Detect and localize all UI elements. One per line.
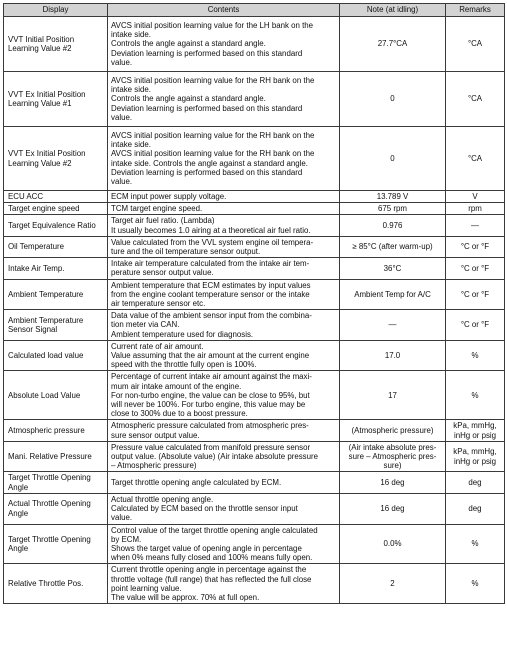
- table-row: [4, 236, 505, 257]
- contents-line: Control value of the target throttle opening angle calculated: [111, 525, 318, 535]
- remarks-line: deg: [468, 478, 482, 488]
- contents-line: Value assuming that the air amount at the current engine: [111, 351, 310, 361]
- display-line: Actual Throttle Opening: [8, 499, 91, 509]
- contents-cell: [108, 493, 340, 524]
- contents-line: Value calculated from the VVL system engine oil tempera-: [111, 237, 314, 247]
- remarks-line: %: [471, 390, 479, 400]
- note-line: sure): [383, 461, 402, 471]
- note-cell: [340, 472, 446, 493]
- note-line: 2: [390, 579, 395, 589]
- contents-line: ECM input power supply voltage.: [111, 192, 227, 201]
- remarks-cell: [446, 310, 505, 341]
- remarks-cell: [446, 564, 505, 604]
- display-line: VVT Initial Position: [8, 34, 75, 44]
- contents-cell: [108, 236, 340, 257]
- display-line: Mani. Relative Pressure: [8, 452, 92, 462]
- table-row: [4, 127, 505, 191]
- note-line: 0.0%: [383, 539, 402, 549]
- table-row: [4, 371, 505, 420]
- remarks-line: °C or °F: [460, 242, 490, 252]
- note-line: 17: [388, 390, 397, 400]
- display-line: ECU ACC: [8, 192, 44, 201]
- display-line: Ambient Temperature: [8, 289, 84, 299]
- contents-cell: [108, 203, 340, 215]
- display-line: Intake Air Temp.: [8, 263, 65, 273]
- remarks-cell: [446, 340, 505, 371]
- display-line: VVT Ex Initial Position: [8, 149, 86, 159]
- contents-line: from the engine coolant temperature sensor or the intake: [111, 289, 310, 299]
- remarks-cell: [446, 203, 505, 215]
- table-row: [4, 72, 505, 127]
- display-line: Learning Value #2: [8, 44, 72, 53]
- remarks-cell: [446, 127, 505, 191]
- display-line: Absolute Load Value: [8, 390, 81, 400]
- contents-line: Pressure value calculated from manifold pressure sensor: [111, 442, 311, 452]
- display-cell: [4, 340, 108, 371]
- contents-line: It usually becomes 1.0 airing at a theoretical air fuel ratio.: [111, 225, 311, 235]
- note-line: (Air intake absolute pres-: [348, 442, 437, 452]
- contents-line: sure sensor output value.: [111, 430, 200, 440]
- display-line: Atmospheric pressure: [8, 426, 85, 436]
- remarks-line: %: [471, 539, 479, 549]
- header-note: Note (at idling): [340, 4, 446, 17]
- remarks-cell: [446, 191, 505, 203]
- contents-line: AVCS initial position learning value for the RH bank on the: [111, 149, 315, 159]
- note-cell: [340, 279, 446, 310]
- contents-line: Target air fuel ratio. (Lambda): [111, 216, 215, 226]
- note-cell: [340, 215, 446, 236]
- display-line: Learning Value #1: [8, 99, 72, 108]
- contents-line: The value will be approx. 70% at full open.: [111, 592, 260, 602]
- remarks-cell: [446, 236, 505, 257]
- contents-line: ture and the oil temperature sensor output.: [111, 247, 261, 257]
- remarks-cell: [446, 215, 505, 236]
- contents-line: intake side. Controls the angle against a standard angle.: [111, 158, 308, 168]
- contents-line: Deviation learning is performed based on this standard: [111, 167, 303, 177]
- display-cell: [4, 279, 108, 310]
- display-line: Sensor Signal: [8, 325, 58, 335]
- contents-line: value.: [111, 57, 133, 67]
- display-cell: [4, 420, 108, 441]
- table-row: [4, 203, 505, 215]
- data-monitor-table: [3, 3, 505, 604]
- contents-line: AVCS initial position learning value for the RH bank on the: [111, 130, 315, 140]
- display-cell: [4, 72, 108, 127]
- note-cell: [340, 203, 446, 215]
- remarks-line: °CA: [467, 39, 483, 49]
- contents-line: TCM target engine speed.: [111, 204, 203, 214]
- contents-cell: [108, 215, 340, 236]
- contents-line: Controls the angle against a standard angle.: [111, 39, 266, 49]
- display-cell: [4, 371, 108, 420]
- table-body: [4, 17, 505, 604]
- remarks-cell: [446, 371, 505, 420]
- header-row: [4, 4, 505, 17]
- display-line: Relative Throttle Pos.: [8, 579, 84, 589]
- table-row: [4, 524, 505, 564]
- remarks-line: —: [471, 221, 479, 230]
- remarks-cell: [446, 493, 505, 524]
- note-line: —: [388, 320, 397, 330]
- contents-line: Current throttle opening angle in percentage against the: [111, 565, 307, 575]
- header-display: Display: [4, 4, 108, 17]
- contents-cell: [108, 310, 340, 341]
- note-cell: [340, 524, 446, 564]
- display-line: Target Throttle Opening: [8, 534, 91, 544]
- contents-line: by ECM.: [111, 534, 142, 544]
- table-row: [4, 472, 505, 493]
- table-row: [4, 191, 505, 203]
- display-cell: [4, 493, 108, 524]
- contents-line: intake side.: [111, 140, 151, 150]
- contents-cell: [108, 371, 340, 420]
- table-row: [4, 420, 505, 441]
- note-cell: [340, 72, 446, 127]
- remarks-cell: [446, 258, 505, 279]
- contents-line: value.: [111, 112, 133, 122]
- display-cell: [4, 236, 108, 257]
- remarks-line: %: [471, 351, 479, 361]
- contents-line: intake side.: [111, 30, 151, 40]
- contents-line: air temperature sensor etc.: [111, 299, 206, 309]
- contents-line: Controls the angle against a standard angle.: [111, 94, 266, 104]
- note-line: Ambient Temp for A/C: [354, 289, 431, 299]
- table-row: [4, 564, 505, 604]
- contents-line: output value. (Absolute value) (Air intake absolute pressure: [111, 452, 319, 462]
- contents-line: Deviation learning is performed based on this standard: [111, 48, 303, 58]
- contents-line: perature sensor output value.: [111, 268, 214, 278]
- note-cell: [340, 340, 446, 371]
- contents-line: when 0% means fully closed and 100% means fully open.: [111, 553, 313, 563]
- contents-line: Deviation learning is performed based on this standard: [111, 103, 303, 113]
- remarks-line: °C or °F: [460, 289, 490, 299]
- remarks-cell: [446, 17, 505, 72]
- display-cell: [4, 258, 108, 279]
- display-line: Angle: [8, 508, 29, 518]
- remarks-line: °CA: [467, 94, 483, 104]
- contents-line: speed with the throttle fully open is 100%.: [111, 360, 257, 370]
- note-line: ≥ 85°C (after warm-up): [352, 242, 433, 252]
- note-line: 675 rpm: [378, 204, 407, 214]
- display-line: Learning Value #2: [8, 158, 72, 168]
- contents-line: throttle voltage (full range) that has reflected the full close: [111, 574, 312, 584]
- remarks-line: %: [471, 579, 479, 589]
- display-cell: [4, 564, 108, 604]
- note-cell: [340, 127, 446, 191]
- contents-line: Target throttle opening angle calculated by ECM.: [111, 478, 282, 488]
- table-row: [4, 441, 505, 472]
- note-cell: [340, 493, 446, 524]
- contents-cell: [108, 524, 340, 564]
- note-cell: [340, 564, 446, 604]
- contents-line: value.: [111, 176, 133, 186]
- note-cell: [340, 17, 446, 72]
- note-line: sure – Atmospheric pres-: [348, 452, 437, 462]
- display-cell: [4, 17, 108, 72]
- display-cell: [4, 203, 108, 215]
- display-line: Target engine speed: [8, 204, 80, 214]
- note-line: 17.0: [384, 351, 401, 361]
- contents-line: For non-turbo engine, the value can be close to 95%, but: [111, 390, 310, 400]
- contents-line: Actual throttle opening angle.: [111, 494, 214, 504]
- display-cell: [4, 472, 108, 493]
- remarks-cell: [446, 279, 505, 310]
- remarks-line: °C or °F: [460, 320, 490, 330]
- contents-cell: [108, 17, 340, 72]
- remarks-line: rpm: [468, 204, 482, 214]
- remarks-cell: [446, 441, 505, 472]
- contents-cell: [108, 441, 340, 472]
- display-line: Oil Temperature: [8, 242, 64, 252]
- contents-cell: [108, 191, 340, 203]
- note-line: 36°C: [383, 263, 402, 273]
- note-line: 0: [390, 94, 395, 104]
- contents-cell: [108, 340, 340, 371]
- display-line: Calculated load value: [8, 351, 84, 361]
- display-line: VVT Ex Initial Position: [8, 89, 86, 99]
- remarks-line: °C or °F: [460, 263, 490, 273]
- display-cell: [4, 215, 108, 236]
- table-row: [4, 258, 505, 279]
- display-line: Target Throttle Opening: [8, 473, 91, 483]
- contents-line: Ambient temperature used for diagnosis.: [111, 329, 254, 339]
- note-line: 27.7°CA: [377, 39, 408, 49]
- display-line: Target Equivalence Ratio: [8, 221, 96, 230]
- note-cell: [340, 258, 446, 279]
- remarks-line: inHg or psig: [453, 456, 497, 466]
- table-row: [4, 279, 505, 310]
- display-line: Angle: [8, 543, 29, 553]
- remarks-line: kPa, mmHg,: [453, 421, 497, 431]
- display-line: Ambient Temperature: [8, 315, 84, 325]
- contents-cell: [108, 420, 340, 441]
- remarks-line: °CA: [467, 153, 483, 163]
- contents-line: will never be 100%. For turbo engine, this value may be: [111, 400, 306, 410]
- remarks-line: V: [472, 192, 478, 201]
- note-line: 16 deg: [380, 478, 405, 488]
- table-row: [4, 17, 505, 72]
- contents-line: Data value of the ambient sensor input from the combina-: [111, 311, 312, 321]
- header-contents: Contents: [108, 4, 340, 17]
- contents-cell: [108, 564, 340, 604]
- contents-line: tion meter via CAN.: [111, 320, 180, 330]
- display-cell: [4, 191, 108, 203]
- display-cell: [4, 127, 108, 191]
- note-cell: [340, 441, 446, 472]
- contents-cell: [108, 279, 340, 310]
- remarks-line: kPa, mmHg,: [453, 447, 497, 457]
- note-cell: [340, 191, 446, 203]
- note-cell: [340, 310, 446, 341]
- note-cell: [340, 420, 446, 441]
- display-cell: [4, 310, 108, 341]
- contents-line: Intake air temperature calculated from the intake air tem-: [111, 259, 310, 269]
- remarks-line: deg: [468, 504, 482, 514]
- contents-line: value.: [111, 513, 133, 523]
- table-row: [4, 215, 505, 236]
- note-line: 0.976: [382, 221, 403, 230]
- contents-line: point learning value.: [111, 583, 182, 593]
- display-cell: [4, 524, 108, 564]
- remarks-cell: [446, 72, 505, 127]
- note-cell: [340, 371, 446, 420]
- contents-line: mum air intake amount of the engine.: [111, 381, 242, 391]
- contents-cell: [108, 72, 340, 127]
- contents-line: – Atmospheric pressure): [111, 461, 197, 471]
- contents-line: Current rate of air amount.: [111, 341, 204, 351]
- note-line: 16 deg: [380, 504, 405, 514]
- contents-line: AVCS initial position learning value for the LH bank on the: [111, 20, 314, 30]
- contents-line: Percentage of current intake air amount against the maxi-: [111, 372, 312, 382]
- contents-line: Calculated by ECM based on the throttle sensor input: [111, 504, 298, 514]
- table-row: [4, 493, 505, 524]
- contents-cell: [108, 472, 340, 493]
- display-cell: [4, 441, 108, 472]
- remarks-cell: [446, 420, 505, 441]
- table-row: [4, 340, 505, 371]
- contents-cell: [108, 127, 340, 191]
- note-line: 13.789 V: [376, 192, 409, 201]
- contents-line: Atmospheric pressure calculated from atmospheric pres-: [111, 421, 309, 431]
- table-row: [4, 310, 505, 341]
- header-remarks: Remarks: [446, 4, 505, 17]
- remarks-line: inHg or psig: [453, 430, 497, 440]
- note-cell: [340, 236, 446, 257]
- note-line: 0: [390, 153, 395, 163]
- contents-line: intake side.: [111, 85, 151, 95]
- contents-line: close to 300% due to a boost pressure.: [111, 409, 248, 419]
- contents-cell: [108, 258, 340, 279]
- note-line: (Atmospheric pressure): [351, 426, 434, 436]
- display-line: Angle: [8, 482, 29, 492]
- contents-line: AVCS initial position learning value for the RH bank on the: [111, 75, 315, 85]
- remarks-cell: [446, 524, 505, 564]
- remarks-cell: [446, 472, 505, 493]
- contents-line: Shows the target value of opening angle in percentage: [111, 543, 302, 553]
- contents-line: Ambient temperature that ECM estimates by input values: [111, 280, 311, 290]
